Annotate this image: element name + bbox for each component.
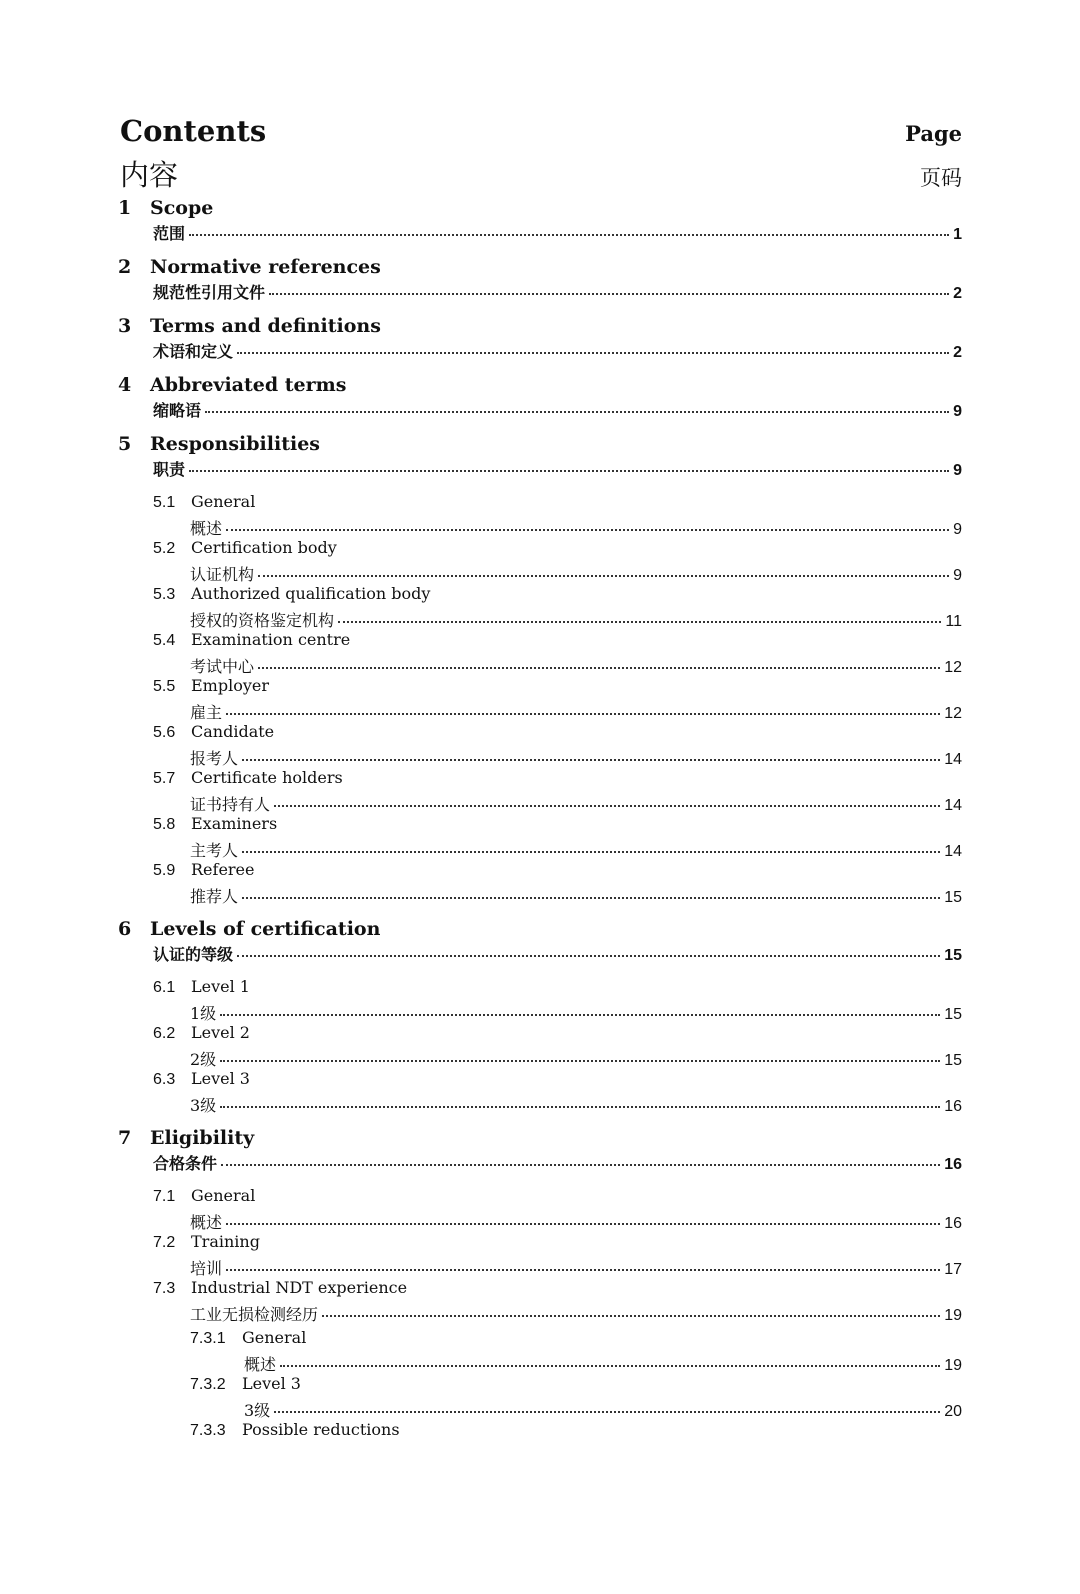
toc-title-en: Responsibilities — [150, 433, 320, 455]
toc-title-en: Scope — [150, 197, 214, 219]
toc-title-en: Candidate — [191, 722, 275, 741]
dot-leader — [237, 955, 940, 957]
toc-page-number: 17 — [944, 1261, 962, 1278]
dot-leader — [220, 1014, 940, 1016]
dot-leader — [280, 1365, 940, 1367]
dot-leader — [269, 293, 949, 295]
dot-leader — [221, 1164, 940, 1166]
toc-title-zh: 合格条件 — [153, 1154, 218, 1173]
dot-leader — [226, 713, 940, 715]
toc-title-en: General — [191, 492, 256, 511]
toc-title-zh: 培训 — [190, 1259, 223, 1278]
dot-leader — [274, 805, 940, 807]
toc-number: 5.5 — [153, 678, 176, 695]
toc-page-number: 9 — [953, 567, 962, 584]
page-column-label-zh: 页码 — [920, 166, 962, 190]
toc-title-en: Examiners — [191, 814, 278, 833]
toc-number: 5.8 — [153, 816, 176, 833]
toc-title-en: Certification body — [191, 538, 337, 557]
toc-title-en: General — [191, 1186, 256, 1205]
toc-number: 7.2 — [153, 1234, 176, 1251]
contents-header-en — [120, 114, 962, 148]
toc-title-zh: 授权的资格鉴定机构 — [190, 611, 335, 630]
toc-page-number: 1 — [953, 226, 962, 243]
toc-title-en: Level 3 — [191, 1069, 250, 1088]
toc-page-number: 19 — [944, 1357, 962, 1374]
dot-leader — [242, 897, 940, 899]
toc-title-en: Level 2 — [191, 1023, 250, 1042]
toc-number: 3 — [118, 315, 132, 337]
toc-title-en: Employer — [191, 676, 269, 695]
toc-page-number: 15 — [944, 947, 962, 964]
dot-leader — [258, 575, 949, 577]
toc-title-en: Levels of certification — [150, 918, 381, 940]
dot-leader — [237, 352, 949, 354]
toc-number: 6.3 — [153, 1071, 176, 1088]
dot-leader — [189, 470, 949, 472]
toc-title-zh: 规范性引用文件 — [153, 283, 266, 302]
dot-leader — [274, 1411, 940, 1413]
toc-number: 5.9 — [153, 862, 176, 879]
toc-title-zh: 报考人 — [190, 749, 239, 768]
toc-title-zh: 概述 — [190, 519, 223, 538]
toc-page-number: 11 — [945, 613, 962, 630]
toc-title-en: Examination centre — [191, 630, 351, 649]
toc-page-number: 2 — [953, 344, 962, 361]
toc-title-zh: 1级 — [190, 1004, 217, 1023]
toc-page-number: 12 — [944, 705, 962, 722]
toc-number: 6.2 — [153, 1025, 176, 1042]
toc-title-zh: 推荐人 — [190, 887, 239, 906]
toc-title-en: Abbreviated terms — [150, 374, 347, 396]
toc-number: 7.3.2 — [190, 1376, 226, 1393]
toc-page-number: 14 — [944, 843, 962, 860]
toc-title-en: Level 1 — [191, 977, 250, 996]
toc-title-zh: 2级 — [190, 1050, 217, 1069]
toc-title-zh: 3级 — [244, 1401, 271, 1420]
toc-number: 5.3 — [153, 586, 176, 603]
toc-page-number: 20 — [944, 1403, 962, 1420]
dot-leader — [205, 411, 949, 413]
toc-page-number: 9 — [953, 462, 962, 479]
dot-leader — [220, 1106, 940, 1108]
dot-leader — [258, 667, 940, 669]
toc-number: 7.3 — [153, 1280, 176, 1297]
dot-leader — [322, 1315, 940, 1317]
toc-number: 4 — [118, 374, 132, 396]
dot-leader — [338, 621, 941, 623]
toc-number: 6 — [118, 918, 132, 940]
toc-title-zh: 术语和定义 — [153, 342, 234, 361]
toc-number: 5.6 — [153, 724, 176, 741]
toc-title-zh: 雇主 — [190, 703, 223, 722]
toc-number: 5.1 — [153, 494, 176, 511]
toc-title-zh: 缩略语 — [153, 401, 202, 420]
dot-leader — [226, 1223, 940, 1225]
toc-number: 2 — [118, 256, 132, 278]
dot-leader — [242, 759, 940, 761]
toc-title-en: Normative references — [150, 256, 381, 278]
toc-title-en: Level 3 — [242, 1374, 301, 1393]
toc-page-number: 15 — [944, 889, 962, 906]
toc-page-number: 2 — [953, 285, 962, 302]
toc-page-number: 14 — [944, 751, 962, 768]
toc-title-zh: 3级 — [190, 1096, 217, 1115]
dot-leader — [220, 1060, 940, 1062]
toc-page-number: 14 — [944, 797, 962, 814]
toc-title-en: Training — [191, 1232, 260, 1251]
toc-title-zh: 认证机构 — [190, 565, 255, 584]
toc-page-number: 9 — [953, 521, 962, 538]
toc-page-number: 9 — [953, 403, 962, 420]
toc-number: 1 — [118, 197, 132, 219]
toc-number: 5 — [118, 433, 132, 455]
toc-title-zh: 证书持有人 — [190, 795, 271, 814]
toc-title-zh: 主考人 — [190, 841, 239, 860]
toc-number: 6.1 — [153, 979, 176, 996]
toc-page-number: 19 — [944, 1307, 962, 1324]
dot-leader — [189, 234, 949, 236]
toc-page-number: 15 — [944, 1006, 962, 1023]
toc-number: 5.2 — [153, 540, 176, 557]
toc-page-number: 16 — [944, 1215, 962, 1232]
toc-title-en: Possible reductions — [242, 1420, 400, 1439]
toc-title-en: Authorized qualification body — [191, 584, 431, 603]
toc-title-en: Referee — [191, 860, 255, 879]
toc-title-en: Terms and definitions — [150, 315, 381, 337]
toc-title-zh: 认证的等级 — [153, 945, 234, 964]
toc-number: 7.3.1 — [190, 1330, 226, 1347]
contents-header-zh — [120, 153, 962, 194]
toc-number: 7 — [118, 1127, 132, 1149]
dot-leader — [226, 529, 949, 531]
toc-page-number: 12 — [944, 659, 962, 676]
toc-title-zh: 考试中心 — [190, 657, 255, 676]
toc-title-en: Eligibility — [150, 1127, 255, 1149]
toc-title-zh: 概述 — [244, 1355, 277, 1374]
toc-page-number: 16 — [944, 1156, 962, 1173]
contents-title-en: Contents — [120, 114, 267, 148]
toc-title-zh: 职责 — [153, 460, 186, 479]
toc-page-number: 16 — [944, 1098, 962, 1115]
toc-page-number: 15 — [944, 1052, 962, 1069]
toc-number: 7.3.3 — [190, 1422, 226, 1439]
toc-title-en: Industrial NDT experience — [191, 1278, 408, 1297]
contents-title-zh: 内容 — [120, 158, 179, 192]
toc-number: 5.7 — [153, 770, 176, 787]
dot-leader — [242, 851, 940, 853]
toc-title-zh: 范围 — [153, 224, 186, 243]
toc-title-zh: 概述 — [190, 1213, 223, 1232]
toc-title-zh: 工业无损检测经历 — [190, 1305, 319, 1324]
dot-leader — [226, 1269, 940, 1271]
toc-title-en: General — [242, 1328, 307, 1347]
toc-number: 7.1 — [153, 1188, 176, 1205]
toc-title-en: Certificate holders — [191, 768, 343, 787]
page-column-label-en: Page — [905, 121, 962, 146]
toc-number: 5.4 — [153, 632, 176, 649]
